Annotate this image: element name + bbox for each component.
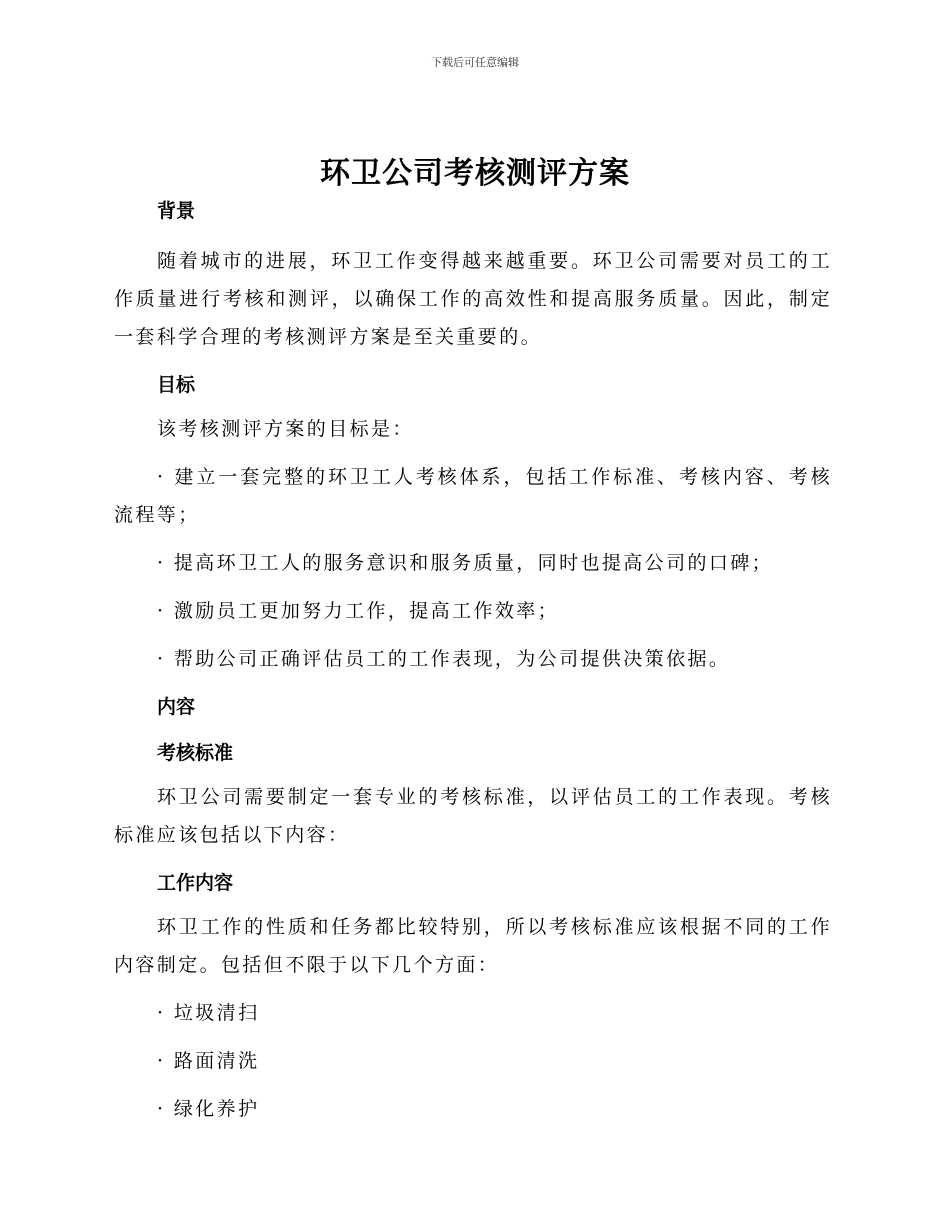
list-item-goal-1: · 建立一套完整的环卫工人考核体系，包括工作标准、考核内容、考核流程等； <box>114 466 832 526</box>
list-item-work-3: · 绿化养护 <box>157 1098 260 1120</box>
list-item-work-2: · 路面清洗 <box>157 1050 260 1072</box>
paragraph-standard: 环卫公司需要制定一套专业的考核标准，以评估员工的工作表现。考核标准应该包括以下内容： <box>114 786 832 846</box>
heading-background: 背景 <box>157 200 196 222</box>
list-item-goal-4: · 帮助公司正确评估员工的工作表现，为公司提供决策依据。 <box>157 648 731 670</box>
heading-content: 内容 <box>157 696 196 718</box>
heading-standard: 考核标准 <box>157 742 234 764</box>
page-header: 下载后可任意编辑 <box>431 56 519 69</box>
heading-goal: 目标 <box>157 374 196 396</box>
document-title: 环卫公司考核测评方案 <box>320 156 630 191</box>
list-item-work-1: · 垃圾清扫 <box>157 1002 260 1024</box>
document-body <box>114 196 832 1128</box>
paragraph-work-content: 环卫工作的性质和任务都比较特别，所以考核标准应该根据不同的工作内容制定。包括但不限于以下几个方面： <box>114 916 832 976</box>
heading-work-content: 工作内容 <box>157 872 234 894</box>
paragraph-background: 随着城市的进展，环卫工作变得越来越重要。环卫公司需要对员工的工作质量进行考核和测评，以确保工作的高效性和提高服务质量。因此，制定一套科学合理的考核测评方案是至关重要的。 <box>114 250 832 348</box>
paragraph-goal-intro: 该考核测评方案的目标是： <box>157 418 414 440</box>
list-item-goal-2: · 提高环卫工人的服务意识和服务质量，同时也提高公司的口碑； <box>157 552 774 574</box>
list-item-goal-3: · 激励员工更加努力工作，提高工作效率； <box>157 600 560 622</box>
